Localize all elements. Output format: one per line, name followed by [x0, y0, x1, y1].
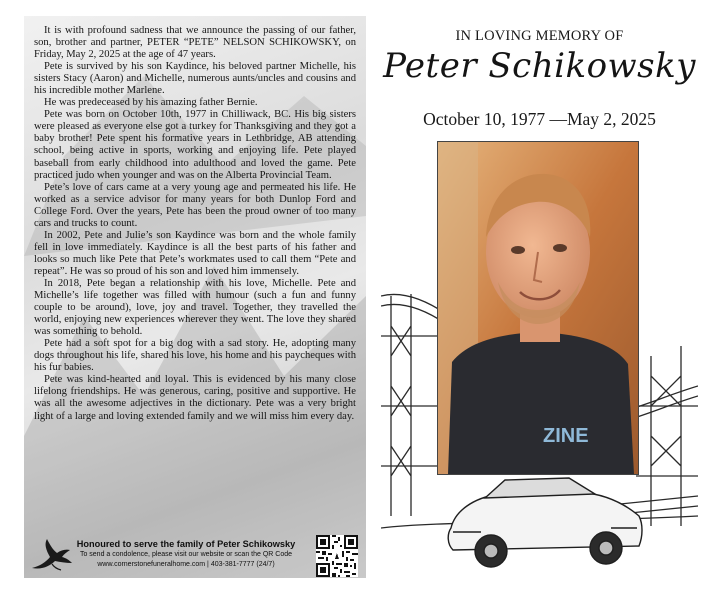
obituary-paragraph: Pete’s love of cars came at a very young age and permeated his life. He worked as a service advisor for many years for both Dunlop Ford and College Ford. Over the years, Pete has been the proud owner of too many cars and trucks to count.	[34, 181, 356, 229]
obituary-paragraph: Pete was kind-hearted and loyal. This is evidenced by his many close lifelong friendships. He was generous, caring, positive and supportive. He was all the awesome adjectives in the dictionary. Pete was a very bright light of a large and loving extended family and we will miss him every day.	[34, 374, 356, 422]
obituary-text	[34, 25, 356, 423]
memorial-cover	[381, 16, 698, 578]
deceased-name: Peter Schikowsky	[383, 46, 696, 86]
memorial-portrait	[437, 141, 639, 475]
condolence-note: To send a condolence, please visit our website or scan the QR Code	[79, 551, 293, 558]
dove-icon	[30, 538, 74, 574]
obituary-paragraph: In 2018, Pete began a relationship with his love, Michelle. Pete and Michelle’s life together was filled with humour (such a fun and funny couple to be around), love, joy and travel. Together, they travelled the world, enjoying new experiences wherever they went. The love they shared was something to behold.	[34, 277, 356, 338]
obituary-paragraph: Pete had a soft spot for a big dog with a sad story. He, adopting many dogs throughout his life, shared his love, his home and his paycheques with his fur babies.	[34, 338, 356, 374]
contact-info[interactable]: www.cornerstonefuneralhome.com | 403-381-7777 (24/7)	[97, 561, 275, 568]
obituary-paragraph: In 2002, Pete and Julie’s son Kaydince was born and the whole family fell in love immediately. Kaydince is all the best parts of his father and looks so much like Pete that Pete’s workmates used to call them “Pete and repeat”. He was so proud of his son and loved him immensely.	[34, 229, 356, 277]
shirt-text: ZINE	[543, 425, 589, 447]
qr-code[interactable]	[316, 535, 358, 577]
funeral-home-footer	[24, 534, 366, 578]
obituary-paragraph: Pete was born on October 10th, 1977 in Chilliwack, BC. His big sisters were pleased as everyone else got a turkey for Thanksgiving and they got a baby brother! Pete spent his formative years in Lethbridge, AB attending school, being active in sports, working and enjoying life. Pete played baseball from early childhood into adulthood and loved the game. Pete practiced judo when younger and was on the Alberta Provincial Team.	[34, 109, 356, 181]
obituary-paragraph: He was predeceased by his amazing father Bernie.	[44, 97, 258, 109]
footer-text	[76, 539, 296, 570]
obituary-paragraph: It is with profound sadness that we announce the passing of our father, son, brother and partner, PETER “PETE” NELSON SCHIKOWSKY, on Friday, May 2, 2025 at the age of 47 years.	[34, 25, 356, 61]
life-dates: October 10, 1977 —May 2, 2025	[423, 109, 656, 129]
footer-title: Honoured to serve the family of Peter Schikowsky	[76, 539, 296, 549]
obituary-paragraph: Pete is survived by his son Kaydince, his beloved partner Michelle, his sisters Stacy (Aaron) and Michelle, numerous aunts/uncles and cousins and his incredible mother Marlene.	[34, 61, 356, 97]
obituary-page	[24, 16, 366, 578]
portrait-illustration	[438, 142, 638, 474]
memorial-heading: IN LOVING MEMORY OF	[455, 28, 624, 44]
